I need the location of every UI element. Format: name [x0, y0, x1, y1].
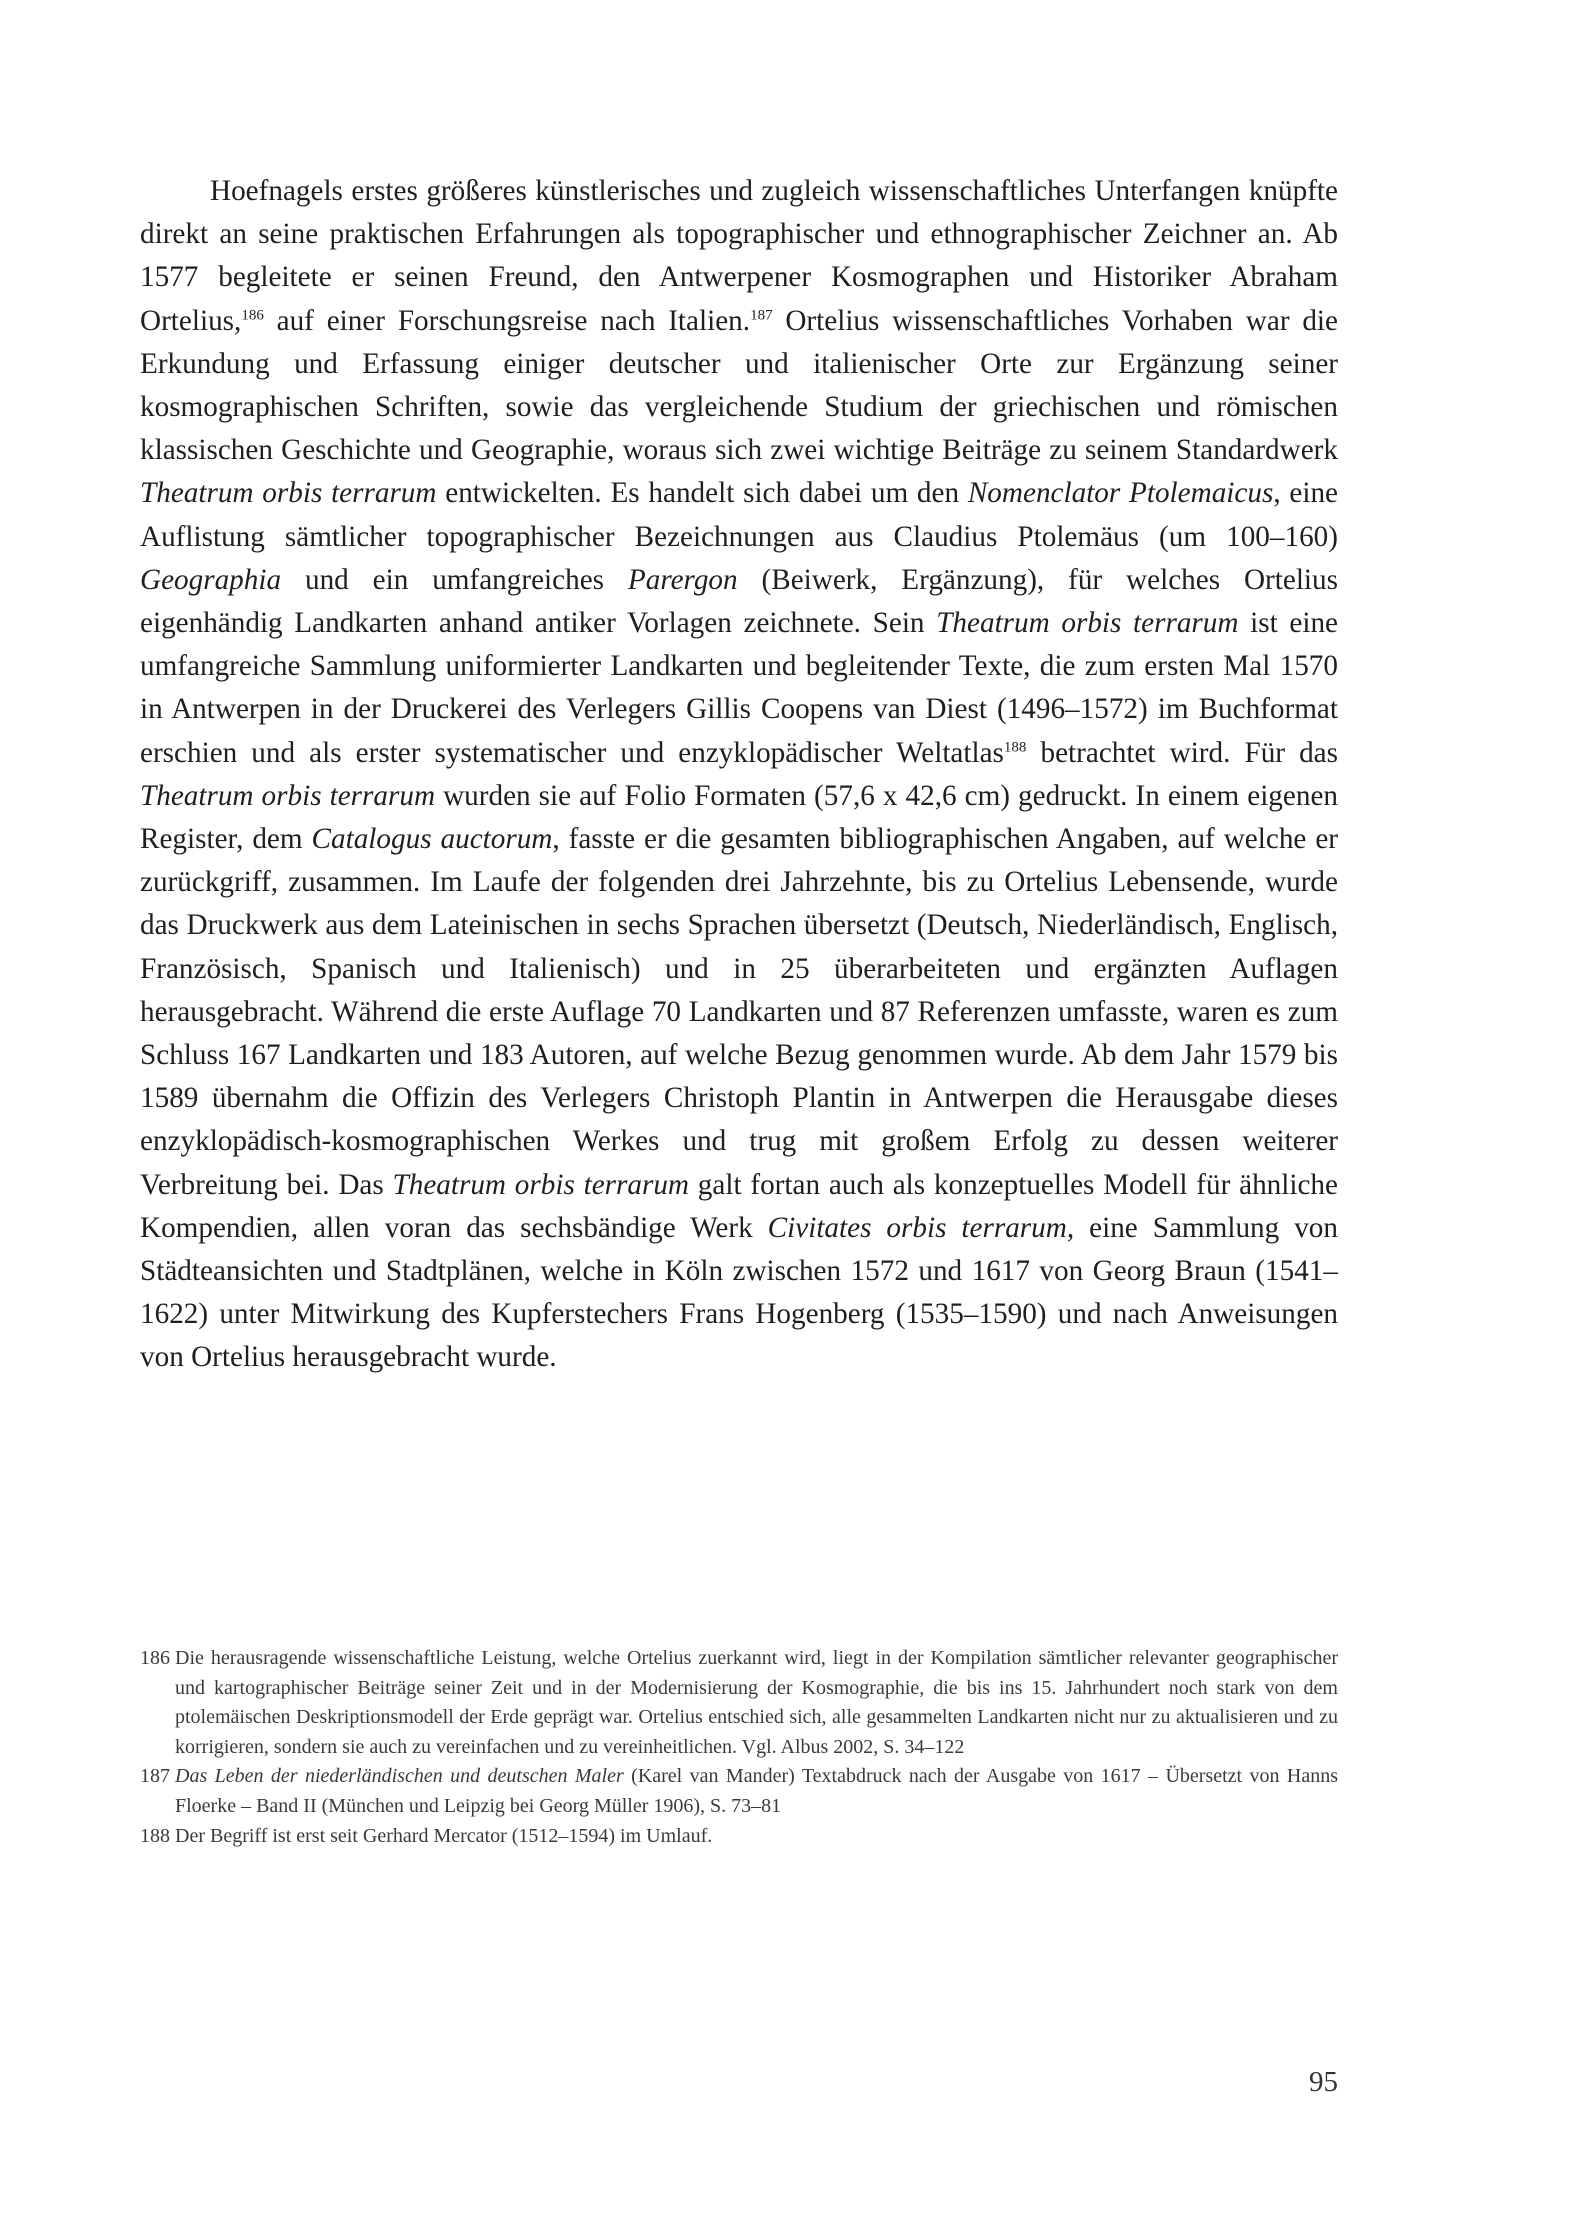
footnote-text: [175, 1644, 1338, 1762]
footnote-number: 188: [140, 1824, 170, 1847]
text-run: entwickelten. Es handelt sich dabei um den: [436, 477, 968, 510]
text-run: (Beiwerk, Ergänzung), für welches Ortelius eigenhändig Landkarten anhand antiker Vorlagen zeichnete. Sein: [140, 563, 1338, 640]
text-run: Der Begriff ist erst seit Gerhard Mercator (1512–1594) im Umlauf.: [175, 1824, 713, 1847]
footnote-187: [140, 1762, 1338, 1821]
text-run: Die herausragende wissenschaftliche Leistung, welche Ortelius zuerkannt wird, liegt in der Kompilation sämtlicher relevanter geographischer und kartographischer Beiträge seiner Zeit und in der Modernisierung der Kosmographie, die bis ins 15. Jahrhundert noch stark von dem ptolemäischen Deskriptionsmodell der Erde geprägt war. Ortelius entschied sich, alle gesammelten Landkarten nicht nur zu aktualisieren und zu korrigieren, sondern sie auch zu vereinfachen und zu vereinheitlichen. Vgl. Albus 2002, S. 34–122: [175, 1647, 1338, 1758]
main-text: [140, 170, 1338, 1380]
italic-title: Geographia: [140, 563, 282, 596]
footnote-text: [175, 1762, 1338, 1821]
italic-title: Theatrum orbis terrarum: [936, 607, 1239, 640]
footnote-number: 186: [140, 1647, 170, 1669]
page-number: 95: [1309, 2066, 1338, 2098]
body-paragraph: [140, 170, 1338, 1380]
footnote-186: [140, 1644, 1338, 1762]
italic-title: Theatrum orbis terrarum: [140, 477, 437, 510]
text-run: Hoefnagels erstes größeres künstlerisches und zugleich wissenschaftliches Unterfangen knüpfte direkt an seine praktischen Erfahrungen als topographischer und ethnographischer Zeichner an. Ab 1577 begleitete er seinen Freund, den Antwerpener Kosmographen und Historiker Abraham Ortelius,: [140, 175, 1338, 337]
italic-title: Parergon: [627, 563, 738, 596]
italic-title: Theatrum orbis terrarum: [140, 779, 436, 812]
text-run: ist eine umfangreiche Sammlung uniformierter Landkarten und begleitender Texte, die zum ersten Mal 1570 in Antwerpen in der Druckerei des Verlegers Gillis Coopens van Diest (1496–1572) im Buchformat erschien und als erster systematischer und enzyklopädischer Weltatlas: [140, 607, 1338, 769]
text-run: (Karel van Mander) Textabdruck nach der Ausgabe von 1617 – Übersetzt von Hanns Floerke – Band II (München und Leipzig bei Georg Müller 1906), S. 73–81: [175, 1765, 1338, 1817]
italic-title: Das Leben der niederländischen und deutschen Maler: [175, 1765, 624, 1788]
text-run: betrachtet wird. Für das: [1026, 736, 1338, 769]
text-run: wurden sie auf Folio Formaten (57,6 x 42,6 cm) gedruckt. In einem eigenen Register, dem: [140, 779, 1338, 856]
text-run: und ein umfangreiches: [281, 563, 628, 596]
footnote-number: 187: [140, 1765, 170, 1788]
footnote-text: [175, 1822, 1338, 1852]
footnote-188: [140, 1822, 1338, 1852]
text-run: , eine Sammlung von Städteansichten und Stadtplänen, welche in Köln zwischen 1572 und 1617 von Georg Braun (1541–1622) unter Mitwirkung des Kupferstechers Frans Hogenberg (1535–1590) und nach Anweisungen von Ortelius herausgebracht wurde.: [140, 1211, 1338, 1374]
footnote-reference: 186: [241, 306, 264, 323]
italic-title: Nomenclator Ptolemaicus: [967, 477, 1274, 510]
footnote-reference: 188: [1003, 738, 1027, 755]
footnote-reference: 187: [750, 306, 773, 323]
italic-title: Civitates orbis terrarum: [767, 1211, 1067, 1244]
text-run: , eine Auflistung sämtlicher topographischer Bezeichnungen aus Claudius Ptolemäus (um 100–160): [140, 477, 1338, 553]
italic-title: Catalogus auctorum: [311, 823, 553, 856]
text-run: , fasste er die gesamten bibliographischen Angaben, auf welche er zurückgriff, zusammen. Im Laufe der folgenden drei Jahrzehnte, bis zu Ortelius Lebensende, wurde das Druckwerk aus dem Lateinischen in sechs Sprachen übersetzt (Deutsch, Niederländisch, Englisch, Französisch, Spanisch und Italienisch) und in 25 überarbeiteten und ergänzten Auflagen herausgebracht. Während die erste Auflage 70 Landkarten und 87 Referenzen umfasste, waren es zum Schluss 167 Landkarten und 183 Autoren, auf welche Bezug genommen wurde. Ab dem Jahr 1579 bis 1589 übernahm die Offizin des Verlegers Christoph Plantin in Antwerpen die Herausgabe dieses enzyklopädisch-kosmographischen Werkes und trug mit großem Erfolg zu dessen weiterer Verbreitung bei. Das: [140, 823, 1338, 1201]
italic-title: Theatrum orbis terrarum: [392, 1168, 690, 1201]
text-run: Ortelius wissenschaftliches Vorhaben war die Erkundung und Erfassung einiger deutscher und italienischer Orte zur Ergänzung seiner kosmographischen Schriften, sowie das vergleichende Studium der griechischen und römischen klassischen Geschichte und Geographie, woraus sich zwei wichtige Beiträge zu seinem Standardwerk: [140, 304, 1338, 467]
footnotes-section: [140, 1644, 1338, 1851]
text-run: galt fortan auch als konzeptuelles Modell für ähnliche Kompendien, allen voran das sechsbändige Werk: [140, 1168, 1338, 1244]
text-run: auf einer Forschungsreise nach Italien.: [263, 304, 751, 337]
